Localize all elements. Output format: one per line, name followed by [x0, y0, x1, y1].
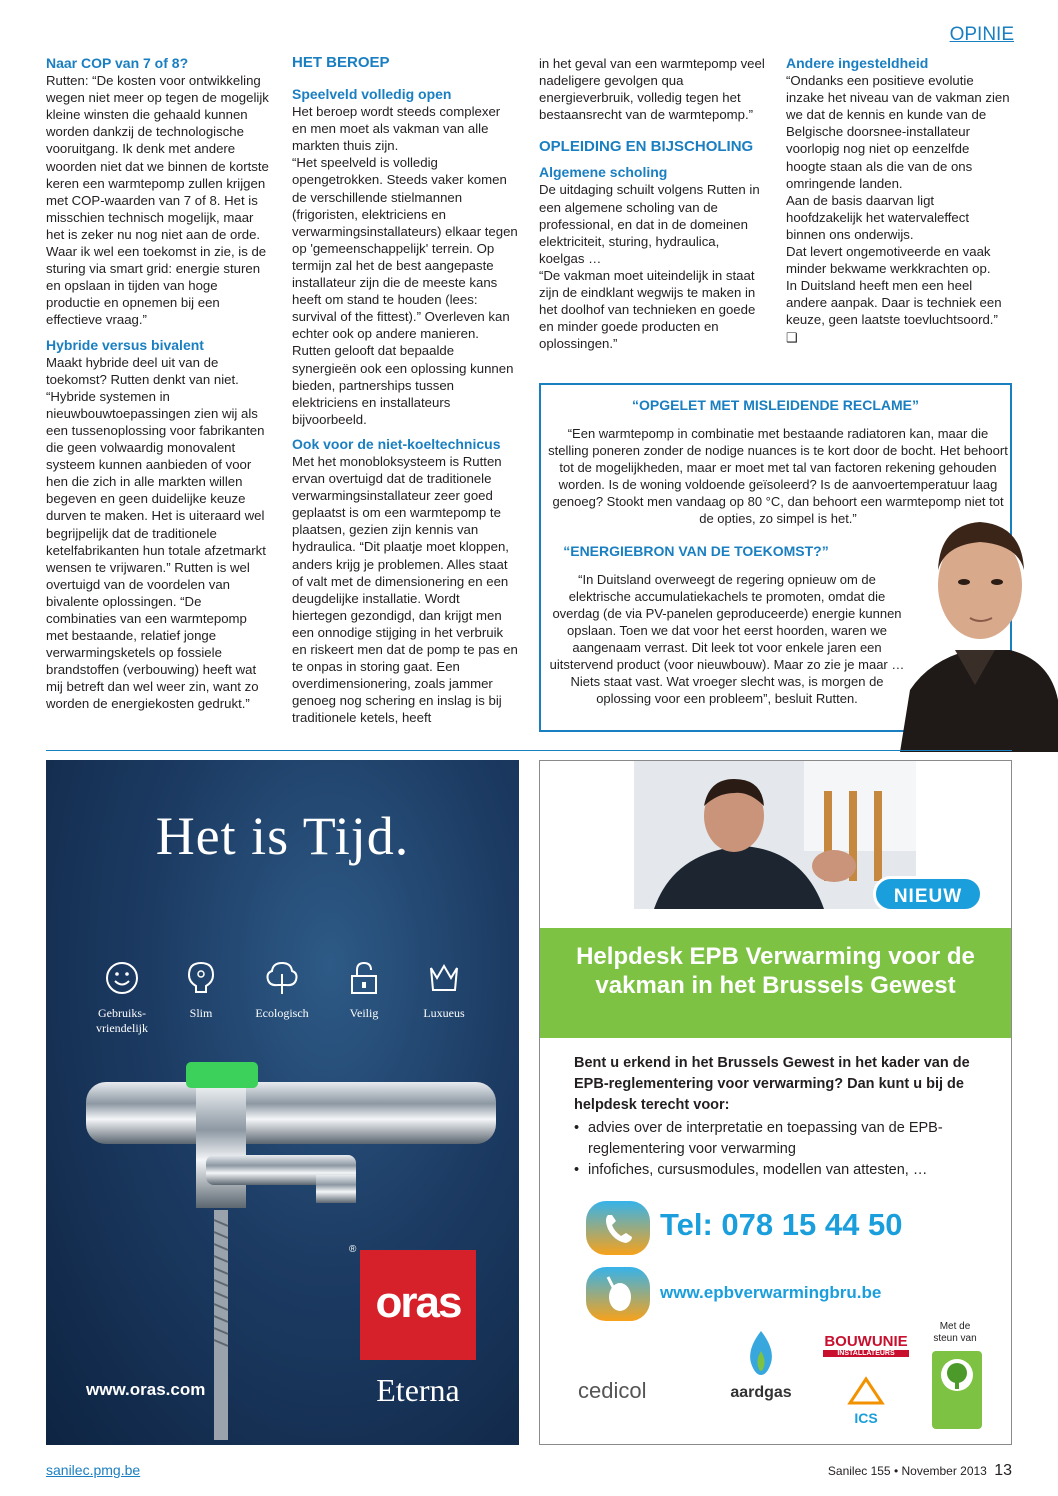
paragraph: “Het speelveld is volledig opengetrokken. Steeds vaker komen de verschillende stielmannen (frigoristen, elektriciens en verwarmingsinstallateurs) elkaar tegen op 'gemeenschappelijk' terrein. Op termijn zal het de best aangepaste installateur zijn die de meeste kans heeft om stand te houden (lees: survival of the fittest).” Overleven kan echter ook op andere manieren. Rutten gelooft dat bepaalde synergieën ook een oplossing kunnen bieden, partnerships tussen elektriciens en installateurs bijvoorbeeld. — [292, 155, 518, 427]
phone-number[interactable]: Tel: 078 15 44 50 — [660, 1207, 903, 1242]
epb-title-banner — [540, 928, 1011, 1038]
quote-title: “OPGELET MET MISLEIDENDE RECLAME” — [631, 397, 919, 413]
oras-logo — [360, 1250, 476, 1360]
new-badge: NIEUW — [873, 876, 983, 912]
epb-body — [574, 1053, 994, 1181]
epb-intro: Bent u erkend in het Brussels Gewest in het kader van de EPB-reglementering voor verwarming? Dan kunt u bij de helpdesk terecht voor: — [574, 1055, 970, 1113]
paragraph: Maakt hybride deel uit van de toekomst? Rutten denkt van niet. “Hybride systemen in nieuwbouwtoepassingen zien wij als een tussenoplossing voor fabrikanten die geen volwaardig monovalent systeem kunnen aanbieden of voor hen die zich in alle markten willen begeven en geen duidelijke keuze durven te maken. Het is uiteraard wel begrijpelijk dat de traditionele ketelfabrikanten hun totale afzetmarkt wensen te vrijwaren.” Rutten is wel overtuigd van de voordelen van bivalente oplossingen. “De combinaties van een warmtepomp met bestaande, relatief jonge verwarmingsketels op fossiele brandstoffen (verbouwing) heeft wat mij betreft dan wel weer zin, want zo worden de energiekosten gedrukt.” — [46, 354, 266, 712]
bouwunie-logo — [823, 1333, 909, 1357]
lightbulb-icon — [183, 960, 219, 996]
subheading: Hybride versus bivalent — [46, 336, 204, 353]
paragraph: Dat levert ongemotiveerde en vaak minder bekwame werkkrachten op. — [786, 244, 991, 277]
padlock-icon — [346, 960, 382, 996]
subheading: Speelveld volledig open — [292, 86, 452, 102]
article-column-1 — [46, 55, 272, 713]
logo-text: cedicol — [578, 1378, 647, 1403]
divider — [46, 750, 1012, 751]
paragraph: “De vakman moet uiteindelijk in staat zijn de eindklant wegwijs te maken in het doolhof van technieken en goede en minder goede producten en oplossingen.” — [539, 267, 756, 352]
site-link[interactable]: sanilec.pmg.be — [46, 1462, 141, 1478]
oras-url-link[interactable]: www.oras.com — [86, 1380, 206, 1399]
tree-emblem-icon — [932, 1351, 982, 1401]
crown-icon — [426, 960, 462, 996]
feature-label: Ecologisch — [255, 1006, 309, 1020]
feature-label: Veilig — [349, 1006, 379, 1020]
leefmilieu-logo — [932, 1351, 982, 1429]
list-item: • advies over de interpretatie en toepassing van de EPB-reglementering voor verwarming — [574, 1118, 994, 1160]
article-column-4 — [786, 55, 1012, 346]
feature-user-friendly — [82, 960, 162, 1036]
paragraph: In Duitsland heeft men een heel andere aanpak. Daar is techniek een keuze, geen laatste toevluchtsoord.” ❑ — [786, 278, 1002, 345]
article-column-2 — [292, 53, 518, 726]
building-icon — [846, 1375, 886, 1405]
ics-logo — [844, 1375, 888, 1426]
tree-icon — [264, 960, 300, 996]
feature-safe — [324, 960, 404, 1021]
feature-label: Slim — [189, 1006, 213, 1020]
aardgas-logo — [726, 1329, 796, 1402]
feature-luxurious — [404, 960, 484, 1021]
oras-advertisement[interactable] — [46, 760, 519, 1445]
feature-label: Gebruiks- vriendelijk — [96, 1006, 148, 1035]
subheading: Algemene scholing — [539, 164, 668, 181]
feature-ecological — [242, 960, 322, 1021]
epb-advertisement[interactable] — [539, 760, 1012, 1445]
quote-text: “Een warmtepomp in combinatie met bestaande radiatoren kan, maar die stelling poneren zonder de nodige nuances is te kort door de bocht. Het behoort tot de mogelijkheden, maar er moet met tal van factoren rekening gehouden worden. Is de woning voldoende geïsoleerd? Is de aanvoertemperatuur laag genoeg? Stookt men vandaag op 80 °C, dan behoort een warmtepomp niet tot de opties, zo simpel is het.” — [548, 426, 1008, 526]
logo-text: BOUWUNIE — [824, 1333, 908, 1350]
registered-mark: ® — [349, 1244, 357, 1255]
subheading: Naar COP van 7 of 8? — [46, 55, 189, 71]
brand-name: oras — [375, 1278, 461, 1327]
footer-issue — [828, 1462, 1012, 1480]
logo-text: aardgas — [730, 1384, 792, 1401]
paragraph: in het geval van een warmtepomp veel nadeligere gevolgen qua energieverbruik, volledig tegen het bestaansrecht van de warmtepomp.” — [539, 56, 765, 123]
epb-title: Helpdesk EPB Verwarming voor de vakman in het Brussels Gewest — [576, 943, 975, 999]
feature-smart — [161, 960, 241, 1021]
paragraph: “Ondanks een positieve evolutie inzake het niveau van de vakman zien we dat de kennis en kunde van de Belgische doorsnee-installateur voorlopig nog niet op eenzelfde hoogte staan als die van de ons omringende landen. — [786, 73, 1010, 191]
paragraph: Rutten: “De kosten voor ontwikkeling wegen niet meer op tegen de mogelijk kleine winsten die gehaald kunnen worden dankzij de technologische vooruitgang. Ik denk met andere woorden niet dat we binnen de kortste keren een warmtepomp zullen krijgen met COP-waarden van 7 of 8. Het is misschien technisch mogelijk, maar het is zeker nu nog niet aan de orde. Waar ik wel een toekomst in zie, is de sturing via smart grid: energie sturen en opslaan in tijden van hoge productie en opnemen bij een effectieve vraag.” — [46, 73, 269, 328]
subheading: Andere ingesteldheid — [786, 55, 929, 71]
list-item: • infofiches, cursusmodules, modellen van attesten, … — [574, 1160, 994, 1181]
quote-text: “In Duitsland overweegt de regering opnieuw om de elektrische accumulatiekachels te promoten, omdat die overdag (de via PV-panelen geproduceerde) energie kunnen opslaan. Toen we dat voor het eerst hoorden, waren we aangenaam verrast. Dit leek tot voor enkele jaren een uitstervend product (voor nieuwbouw). Maar zo zie je maar … Niets staat vast. Wat vroeger slecht was, is morgen de oplossing voor een probleem”, besluit Rutten. — [549, 572, 905, 706]
paragraph: Aan de basis daarvan ligt hoofdzakelijk het watervaleffect binnen ons onderwijs. — [786, 192, 970, 242]
paragraph: De uitdaging schuilt volgens Rutten in een algemene scholing van de professional, en dat in de domeinen elektriciteit, sturing, hydraulica, koelgas … — [539, 182, 760, 266]
paragraph: Met het monobloksysteem is Rutten ervan overtuigd dat de traditionele verwarmingsinstallateur zeer goed geplaatst is om een warmtepomp te plaatsen, gezien zijn kennis van hydraulica. “Dit plaatje moet kloppen, anders krijg je problemen. Alles staat of valt met de dimensionering en een deugdelijke installatie. Wordt hiertegen gezondigd, dan krijgt men een onnodige stijging in het verbruik en riskeert men dat de pomp te pas en te onpas in storing gaat. Een overdimensionering, zoals jammer genoeg nog schering en inslag is bij traditionele ketels, heeft — [292, 453, 518, 726]
ad-headline: Het is Tijd. — [155, 806, 410, 866]
product-name: Eterna — [376, 1372, 460, 1408]
quote-title: “ENERGIEBRON VAN DE TOEKOMST?” — [563, 543, 829, 559]
website-link[interactable]: www.epbverwarmingbru.be — [660, 1283, 882, 1302]
feature-label: Luxueus — [423, 1006, 465, 1020]
issue-label: Sanilec 155 • November 2013 — [827, 1464, 987, 1478]
logo-text: ICS — [854, 1410, 878, 1426]
section-tag: OPINIE — [949, 24, 1014, 45]
paragraph: Het beroep wordt steeds complexer en men moet als vakman van alle markten thuis zijn. — [292, 104, 501, 154]
section-heading: HET BEROEP — [292, 54, 390, 71]
epb-bullet-list — [574, 1118, 994, 1181]
logo-subtext: INSTALLATEURS — [823, 1350, 909, 1357]
article-column-3 — [539, 55, 767, 352]
smiley-icon — [104, 960, 140, 996]
cedicol-logo — [578, 1378, 646, 1404]
mouse-click-icon — [586, 1267, 650, 1321]
phone-icon — [586, 1201, 650, 1255]
section-heading: OPLEIDING EN BIJSCHOLING — [539, 138, 754, 156]
portrait-photo — [900, 500, 1058, 752]
page-number: 13 — [994, 1462, 1012, 1479]
subheading: Ook voor de niet-koeltechnicus — [292, 435, 501, 452]
support-label: Met de steun van — [933, 1321, 977, 1344]
flame-icon — [741, 1329, 781, 1379]
